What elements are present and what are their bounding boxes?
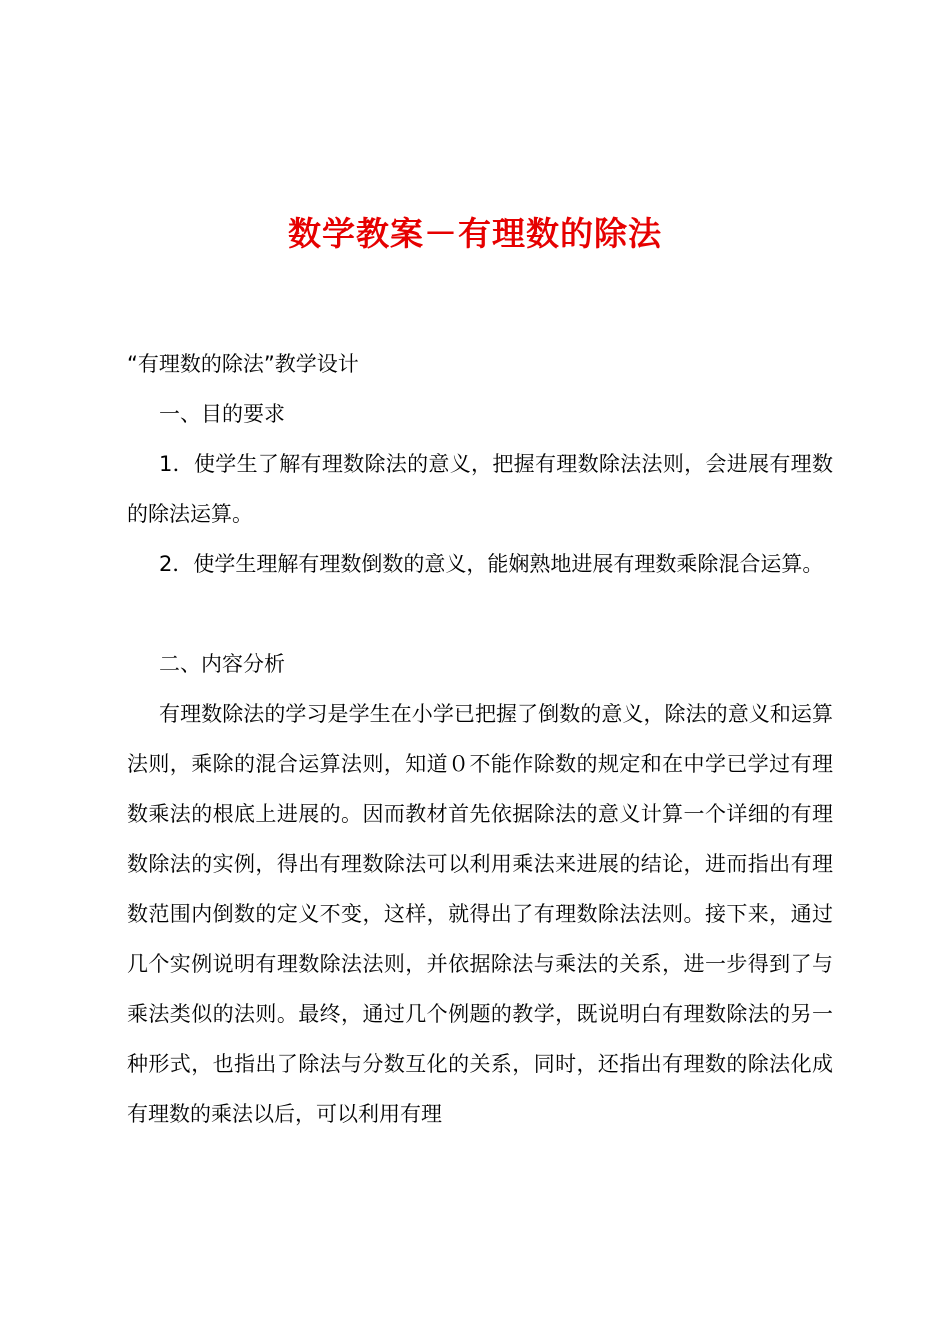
analysis-paragraph: 有理数除法的学习是学生在小学已把握了倒数的意义，除法的意义和运算法则，乘除的混合运算法则，知道０不能作除数的规定和在中学已学过有理数乘法的根底上进展的。因而教材首先依据除法的意义计算一个详细的有理数除法的实例，得出有理数除法可以利用乘法来进展的结论，进而指出有理数范围内倒数的定义不变，这样，就得出了有理数除法法则。接下来，通过几个实例说明有理数除法法则，并依据除法与乘法的关系，进一步得到了与乘法类似的法则。最终，通过几个例题的教学，既说明白有理数除法的另一种形式，也指出了除法与分数互化的关系，同时，还指出有理数的除法化成有理数的乘法以后，可以利用有理	[127, 702, 833, 1126]
section-heading-goals: 一、目的要求	[159, 402, 285, 426]
page-title: 数学教案－有理数的除法	[288, 214, 662, 253]
document-subtitle: “有理数的除法”教学设计	[127, 352, 359, 376]
section-heading-analysis: 二、内容分析	[159, 652, 285, 676]
goal-item-2: 2．使学生理解有理数倒数的意义，能娴熟地进展有理数乘除混合运算。	[159, 552, 824, 576]
goal-item-1: 1．使学生了解有理数除法的意义，把握有理数除法法则，会进展有理数的除法运算。	[127, 452, 833, 526]
